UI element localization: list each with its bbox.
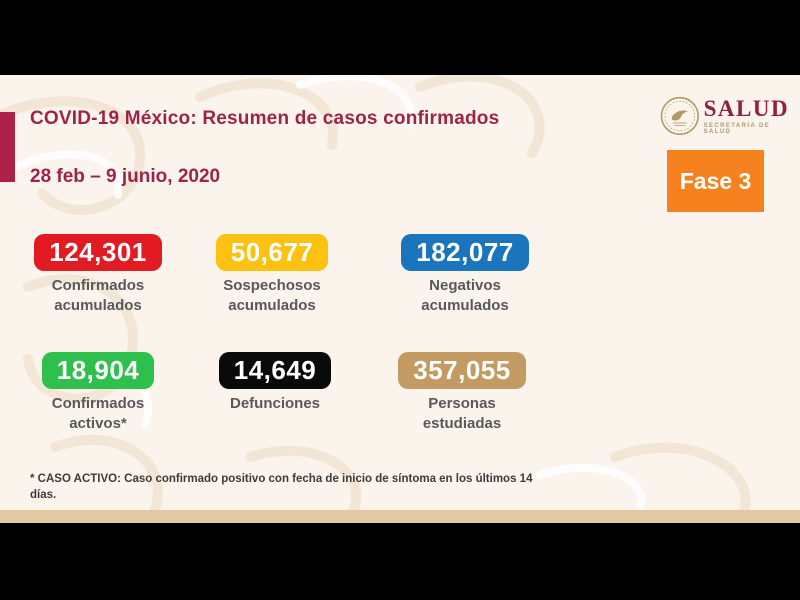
stat-card-personas-estudiadas	[367, 352, 557, 435]
letterbox-top	[0, 0, 800, 75]
stat-value-box	[34, 234, 161, 271]
stat-label-line2: activos*	[69, 415, 127, 433]
stat-label-line2: acumulados	[228, 297, 316, 315]
stat-label-line2: estudiadas	[422, 415, 502, 433]
stat-label	[180, 394, 370, 414]
stat-value-box	[398, 352, 525, 389]
page-title: COVID-19 México: Resumen de casos confirmados	[30, 108, 500, 129]
bottom-accent-bar	[0, 510, 800, 523]
stat-label	[367, 394, 557, 435]
salud-wordmark: SALUD	[703, 96, 790, 121]
salud-logo	[660, 96, 800, 136]
stat-label	[177, 276, 367, 317]
stat-value-box	[219, 352, 332, 389]
salud-seal-icon	[660, 96, 700, 136]
stat-value-box	[216, 234, 329, 271]
stat-card-defunciones	[180, 352, 370, 414]
stat-value: 14,649	[233, 355, 317, 385]
stat-label	[3, 276, 193, 317]
salud-subtitle: SECRETARÍA DE SALUD	[703, 123, 771, 135]
stat-label-line1: Negativos	[429, 277, 501, 294]
stat-label-line1: Sospechosos	[223, 277, 321, 294]
footnote: * CASO ACTIVO: Caso confirmado positivo con fecha de inicio de síntoma en los últimos 14 días.	[30, 473, 533, 501]
phase-badge: Fase 3	[667, 150, 764, 212]
stat-value: 18,904	[56, 355, 140, 385]
salud-logo-text	[704, 97, 800, 135]
stat-value: 50,677	[230, 237, 314, 267]
stat-label-line1: Personas	[428, 395, 496, 412]
stat-label-line1: Confirmados	[51, 277, 145, 294]
stat-value: 357,055	[413, 355, 511, 385]
stat-value-box	[42, 352, 155, 389]
stat-card-confirmados-acumulados	[3, 234, 193, 317]
stat-label	[370, 276, 560, 317]
stat-value: 124,301	[49, 237, 147, 267]
slide	[0, 75, 800, 510]
letterbox-bottom	[0, 523, 800, 600]
stat-value-box	[401, 234, 528, 271]
stat-label-line2: acumulados	[421, 297, 509, 315]
stat-label-line2: acumulados	[54, 297, 142, 315]
stat-card-confirmados-activos	[3, 352, 193, 435]
stat-card-sospechosos-acumulados	[177, 234, 367, 317]
stat-label-line1: Defunciones	[229, 395, 320, 412]
date-range: 28 feb – 9 junio, 2020	[30, 166, 221, 187]
stat-value: 182,077	[416, 237, 514, 267]
stat-label-line1: Confirmados	[51, 395, 145, 412]
stat-label	[3, 394, 193, 435]
accent-stripe	[0, 112, 15, 182]
stat-card-negativos-acumulados	[370, 234, 560, 317]
